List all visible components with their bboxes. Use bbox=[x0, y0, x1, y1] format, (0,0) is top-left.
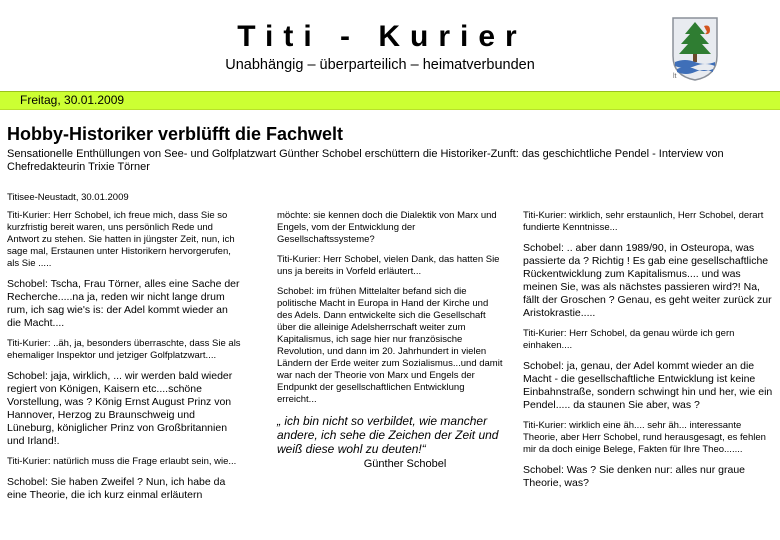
paragraph: Titi-Kurier: wirklich eine äh.... sehr äh... interessante Theorie, aber Herr Schobel, rund herausgesagt, es fehlen mir da doch einige Belege, Fakten für Ihre Theo....... bbox=[523, 420, 766, 455]
paragraph: Schobel: .. aber dann 1989/90, in Osteuropa, was passierte da ? Richtig ! Es gab eine gesellschaftliche Rückentwicklung zum Kapitalismus.... und was meinen Sie, was als nächstes passieren wird?! Na, fällt der Groschen ? Genau, es geht weiter zurück zur Aristokrastie..... bbox=[523, 242, 772, 319]
article-headline: Hobby-Historiker verblüfft die Fachwelt bbox=[7, 124, 344, 144]
pull-quote-author: Günther Schobel bbox=[363, 458, 447, 470]
paragraph: Titi-Kurier: ..äh, ja, besonders überraschte, dass Sie als ehemaliger Inspektor und jetziger Golfplatzwart.... bbox=[7, 338, 241, 361]
paragraph: Schobel: im frühen Mittelalter befand sich die politische Macht in Europa in Hand der Kirche und des Adels. Dann entwickelte sich die Gesellschaft über die alleinige Adelsherrschaft weiter zum Kapitalismus, ich sage hier nur französische Revolution, und dann im 20. Jahrhundert in vielen Ländern der Erde weiter zum Sozialismus...und damit war nach der Theorie von Marx und Engels der Endpunkt der gesellschaftlichen Entwicklung erreicht... bbox=[277, 286, 503, 405]
paragraph: Titi-Kurier: Herr Schobel, da genau würde ich gern einhaken.... bbox=[523, 328, 735, 351]
paragraph: möchte: sie kennen doch die Dialektik von Marx und Engels, vom der Entwicklung der Gesellschaftssysteme? bbox=[277, 210, 497, 245]
paragraph: Titi-Kurier: wirklich, sehr erstaunlich, Herr Schobel, derart fundierte Kenntnisse... bbox=[523, 210, 764, 233]
newspaper-title: Titi - Kurier bbox=[237, 20, 527, 53]
article-dateline: Titisee-Neustadt, 30.01.2009 bbox=[7, 192, 129, 203]
article-column-1 bbox=[7, 210, 243, 510]
paragraph: Schobel: Tscha, Frau Törner, alles eine Sache der Recherche.....na ja, reden wir nicht lange drum rum, ich sag wie's is: der Adel kommt wieder an die Macht.... bbox=[7, 278, 240, 329]
coat-of-arms-icon bbox=[671, 16, 719, 82]
paragraph: Titi-Kurier: natürlich muss die Frage erlaubt sein, wie... bbox=[7, 456, 237, 467]
article-column-3 bbox=[523, 210, 775, 498]
paragraph: Titi-Kurier: Herr Schobel, ich freue mich, dass Sie so kurzfristig bereit waren, uns persönlich Rede und Antwort zu stehen. Sie hatten in jüngster Zeit, nun, ich sage mal, Erstaunen unter Historikern hervorgerufen, als Sie ..... bbox=[7, 210, 235, 269]
article-column-2 bbox=[277, 210, 503, 470]
newspaper-subtitle: Unabhängig – überparteilich – heimatverbunden bbox=[225, 57, 535, 73]
paragraph: Schobel: jaja, wirklich, ... wir werden bald wieder regiert von Königen, Kaisern etc....schöne Vorstellung, was ? König Ernst August Prinz von Hannover, Herzog zu Braunschweig und Lüneburg, königlicher Prinz von Großbritannien und Irland!. bbox=[7, 370, 233, 447]
date-bar bbox=[0, 91, 780, 110]
issue-date: Freitag, 30.01.2009 bbox=[20, 93, 125, 107]
crest-label: lt bbox=[673, 73, 677, 80]
paragraph: Schobel: Was ? Sie denken nur: alles nur graue Theorie, was? bbox=[523, 464, 745, 489]
paragraph: Titi-Kurier: Herr Schobel, vielen Dank, das hatten Sie uns ja bereits in Vorfeld erläutert... bbox=[277, 254, 500, 277]
article-lede: Sensationelle Enthüllungen von See- und Golfplatzwart Günther Schobel erschüttern die Historiker-Zunft: das geschichtliche Pendel - Interview von Chefredakteurin Trixie Törner bbox=[7, 148, 724, 173]
paragraph: Schobel: Sie haben Zweifel ? Nun, ich habe da eine Theorie, die ich kurz einmal erläutern bbox=[7, 476, 226, 501]
pull-quote: „ ich bin nicht so verbildet, wie mancher andere, ich sehe die Zeichen der Zeit und weiß diese wohl zu deuten!“ bbox=[277, 414, 499, 456]
paragraph: Schobel: ja, genau, der Adel kommt wieder an die Macht - die gesellschaftliche Entwicklung ist keine Einbahnstraße, sondern schwingt hin und her, wie ein Pendel..... da staunen Sie aber, was ? bbox=[523, 360, 773, 411]
